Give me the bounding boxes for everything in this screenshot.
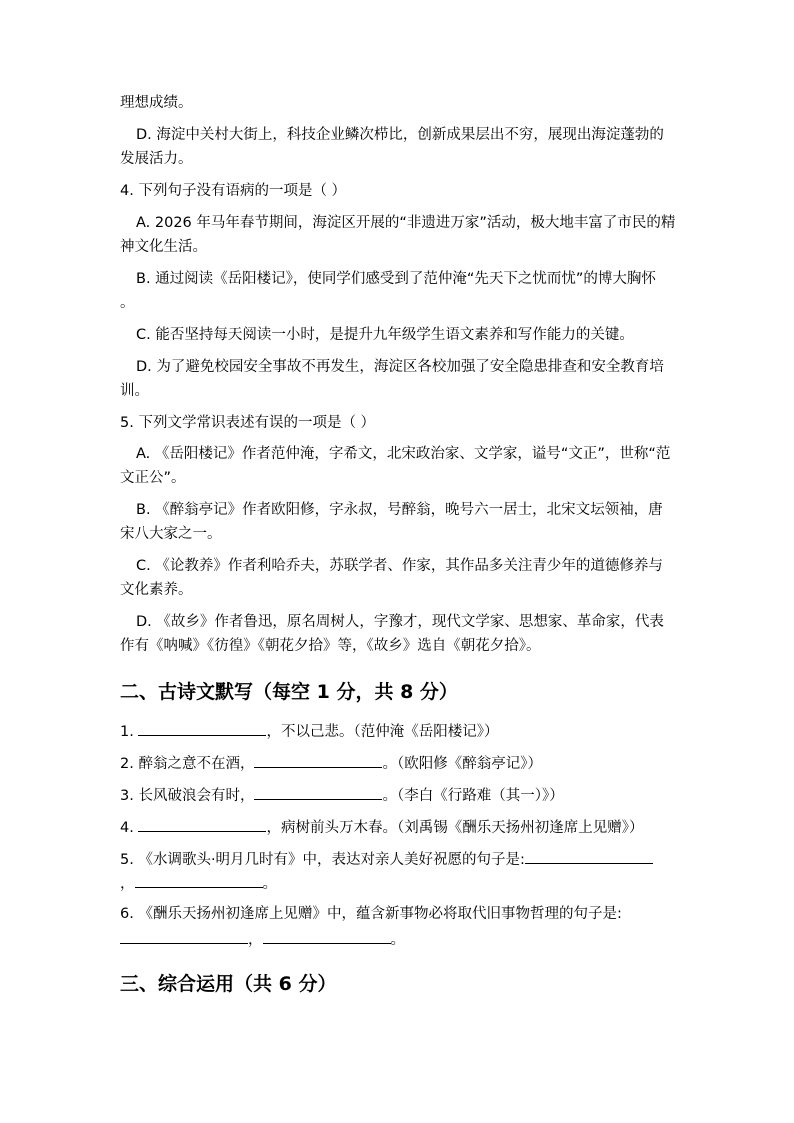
q5-stem: 5. 下列文学常识表述有误的一项是（ ） [120, 415, 376, 431]
dictation-q1 [120, 720, 498, 742]
dictation-q3-text: 3. 长风破浪会有时， [120, 788, 255, 804]
q4-option-b-line1: B. 通过阅读《岳阳楼记》，使同学们感受到了范仲淹“先天下之忧而忧”的博大胸怀 [136, 271, 656, 287]
q5-option-c-line1: C. 《论教养》作者利哈乔夫，苏联学者、作家，其作品多关注青少年的道德修养与 [136, 558, 663, 574]
dictation-q5-line2 [120, 872, 277, 894]
dictation-q4 [120, 816, 643, 838]
q4-option-d-line2: 训。 [120, 383, 149, 399]
q5-option-b-line2: 宋八大家之一。 [120, 526, 222, 542]
comma: ， [248, 932, 263, 948]
q3-option-d-line2: 发展活力。 [120, 151, 193, 167]
section-2-heading: 二、古诗文默写（每空 1 分，共 8 分） [120, 681, 458, 703]
q4-option-b-line2: 。 [120, 295, 135, 311]
q4-option-d-line1: D. 为了避免校园安全事故不再发生，海淀区各校加强了安全隐患排查和安全教育培 [136, 359, 664, 375]
answer-blank[interactable] [263, 928, 391, 944]
dictation-q3-source: 。（李白《行路难（其一）》） [382, 788, 564, 804]
q4-option-c: C. 能否坚持每天阅读一小时，是提升九年级学生语文素养和写作能力的关键。 [136, 327, 634, 343]
dictation-q3 [120, 784, 564, 806]
answer-blank[interactable] [120, 928, 248, 944]
answer-blank[interactable] [138, 816, 266, 832]
period: 。 [262, 876, 277, 892]
q4-option-a-line1: A. 2026 年马年春节期间，海淀区开展的“非遗进万家”活动，极大地丰富了市民的精 [136, 215, 676, 231]
answer-blank[interactable] [254, 752, 382, 768]
answer-blank[interactable] [138, 720, 266, 736]
period: 。 [390, 932, 405, 948]
dictation-q2-source: 。（欧阳修《醉翁亭记》） [382, 756, 542, 772]
answer-blank[interactable] [135, 872, 263, 888]
q3-option-c-tail: 理想成绩。 [120, 95, 193, 111]
q5-option-d-line2: 作有《呐喊》《彷徨》《朝花夕拾》等，《故乡》选自《朝花夕拾》。 [120, 638, 541, 654]
q5-option-a-line1: A. 《岳阳楼记》作者范仲淹，字希文，北宋政治家、文学家，谥号“文正”，世称“范 [136, 446, 671, 462]
q5-option-d-line1: D. 《故乡》作者鲁迅，原名周树人，字豫才，现代文学家、思想家、革命家，代表 [136, 614, 664, 630]
dictation-q2 [120, 752, 542, 774]
q4-option-a-line2: 神文化生活。 [120, 239, 207, 255]
section-3-heading: 三、综合运用（共 6 分） [120, 973, 337, 995]
dictation-q5-line1 [120, 848, 653, 870]
dictation-q1-text: ，不以己悲。（范仲淹《岳阳楼记》） [266, 724, 499, 740]
dictation-q5-text: 5. 《水调歌头·明月几时有》中，表达对亲人美好祝愿的句子是: [120, 852, 525, 868]
q5-option-b-line1: B. 《醉翁亭记》作者欧阳修，字永叔，号醉翁，晚号六一居士，北宋文坛领袖，唐 [136, 502, 663, 518]
q5-option-a-line2: 文正公”。 [120, 470, 186, 486]
dictation-q4-text: ，病树前头万木春。（刘禹锡《酬乐天扬州初逢席上见赠》） [266, 820, 644, 836]
dictation-q2-text: 2. 醉翁之意不在酒， [120, 756, 255, 772]
q3-option-d-line1: D. 海淀中关村大街上，科技企业鳞次栉比，创新成果层出不穷，展现出海淀蓬勃的 [136, 127, 664, 143]
dictation-q1-number: 1. [120, 724, 134, 740]
q5-option-c-line2: 文化素养。 [120, 582, 193, 598]
answer-blank[interactable] [254, 784, 382, 800]
dictation-q4-number: 4. [120, 820, 134, 836]
dictation-q6-line1: 6. 《酬乐天扬州初逢席上见赠》中，蕴含新事物必将取代旧事物哲理的句子是: [120, 906, 622, 922]
answer-blank[interactable] [525, 848, 653, 864]
q4-stem: 4. 下列句子没有语病的一项是（ ） [120, 183, 347, 199]
dictation-q6-line2 [120, 928, 405, 950]
comma: ， [120, 876, 135, 892]
